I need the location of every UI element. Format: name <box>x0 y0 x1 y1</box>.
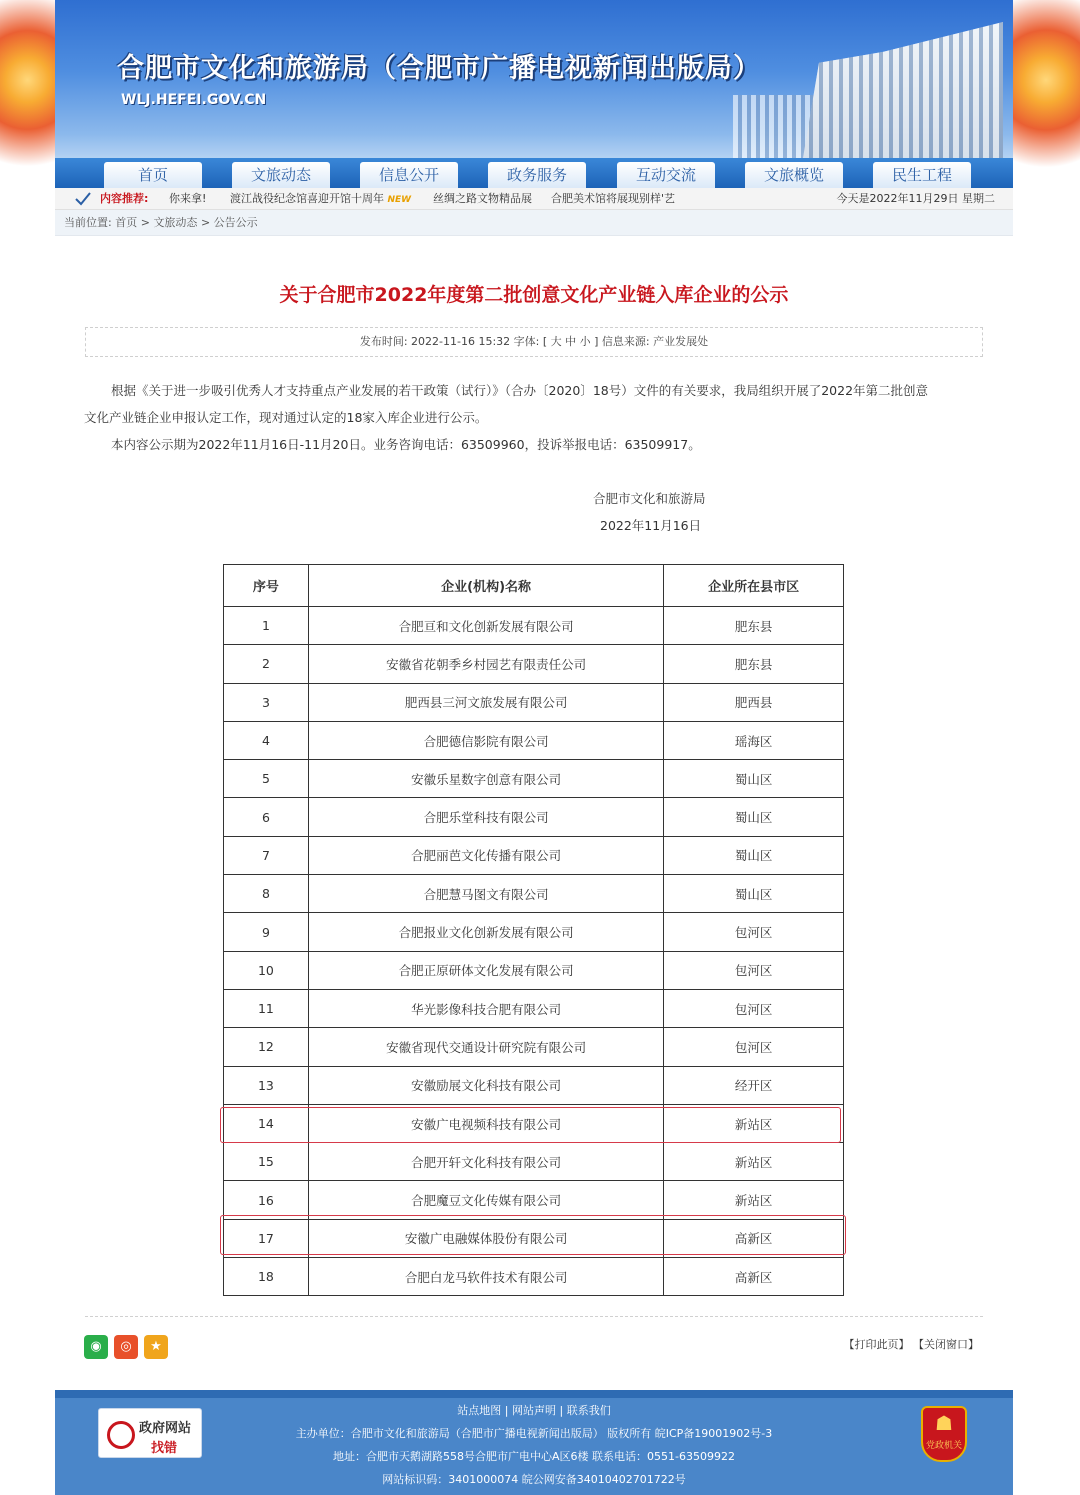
cell-name: 合肥开轩文化科技有限公司 <box>308 1143 663 1181</box>
content-divider <box>85 1316 983 1317</box>
article-paragraph-1: 根据《关于进一步吸引优秀人才支持重点产业发展的若干政策（试行）》（合办〔2020〕18号）文件的有关要求，我局组织开展了2022年第二批创意 <box>111 383 929 398</box>
cell-area: 包河区 <box>664 1028 844 1066</box>
close-window-link[interactable]: 【关闭窗口】 <box>913 1338 979 1351</box>
signature: 合肥市文化和旅游局 <box>593 491 706 506</box>
footer-site-id: 网站标识码：3401000074 皖公网安备34010402701722号 <box>382 1473 686 1486</box>
cell-area: 经开区 <box>664 1066 844 1104</box>
site-footer <box>55 1390 1013 1495</box>
party-badge-text: 党政机关 <box>925 1441 962 1451</box>
ticker-item[interactable]: 丝绸之路文物精品展 <box>433 192 532 205</box>
page-actions <box>844 1336 980 1352</box>
page-container <box>55 0 1013 1495</box>
gov-badge-top-text: 政府网站 <box>139 1421 192 1436</box>
left-firework-decoration <box>0 0 55 200</box>
checkmark-icon <box>75 192 91 206</box>
cell-name: 合肥魔豆文化传媒有限公司 <box>308 1181 663 1219</box>
cell-no: 5 <box>224 760 309 798</box>
cell-no: 17 <box>224 1219 309 1257</box>
table-body <box>224 607 844 1296</box>
breadcrumb-prefix: 当前位置: <box>64 216 112 229</box>
table-row <box>224 607 844 645</box>
cell-name: 安徽励展文化科技有限公司 <box>308 1066 663 1104</box>
table-row <box>224 836 844 874</box>
ticker-item[interactable] <box>230 188 411 211</box>
cell-area: 蜀山区 <box>664 875 844 913</box>
wechat-share-icon[interactable]: ◉ <box>84 1335 108 1359</box>
breadcrumb-notice[interactable]: 公告公示 <box>213 216 258 229</box>
cell-area: 蜀山区 <box>664 836 844 874</box>
building-image <box>803 22 1003 158</box>
emblem-icon: ☗ <box>935 1411 953 1435</box>
ticker-item-text: 渡江战役纪念馆喜迎开馆十周年 <box>230 192 384 205</box>
header-area: 企业所在县市区 <box>664 565 844 607</box>
recommend-ticker <box>55 188 1013 210</box>
cell-area: 新站区 <box>664 1181 844 1219</box>
table-row <box>224 989 844 1027</box>
table-row <box>224 875 844 913</box>
footer-top-bar <box>55 1390 1013 1398</box>
site-domain: WLJ.HEFEI.GOV.CN <box>121 92 267 108</box>
article-paragraph-1-cont: 文化产业链企业申报认定工作，现对通过认定的18家入库企业进行公示。 <box>84 410 488 425</box>
cell-no: 18 <box>224 1258 309 1296</box>
cell-name: 合肥慧马图文有限公司 <box>308 875 663 913</box>
table-row <box>224 798 844 836</box>
table-row <box>224 683 844 721</box>
table-row <box>224 913 844 951</box>
ticker-label: 内容推荐: <box>100 192 149 205</box>
cell-no: 8 <box>224 875 309 913</box>
cell-area: 新站区 <box>664 1104 844 1142</box>
cell-no: 15 <box>224 1143 309 1181</box>
nav-item-livelihood[interactable]: 民生工程 <box>873 162 971 188</box>
table-row <box>224 760 844 798</box>
table-row <box>224 1219 844 1257</box>
cell-area: 包河区 <box>664 989 844 1027</box>
nav-item-home[interactable]: 首页 <box>104 162 202 188</box>
print-link[interactable]: 【打印此页】 <box>843 1338 910 1351</box>
cell-area: 肥东县 <box>664 607 844 645</box>
site-title: 合肥市文化和旅游局（合肥市广播电视新闻出版局） <box>117 53 761 84</box>
cell-area: 肥东县 <box>664 645 844 683</box>
party-gov-badge[interactable] <box>921 1406 967 1462</box>
header-name: 企业(机构)名称 <box>308 565 663 607</box>
footer-links[interactable]: 站点地图 | 网站声明 | 联系我们 <box>457 1404 611 1417</box>
cell-no: 11 <box>224 989 309 1027</box>
cell-name: 合肥正原研体文化发展有限公司 <box>308 951 663 989</box>
gov-badge-bottom-text: 找错 <box>151 1441 178 1456</box>
table-row <box>224 1066 844 1104</box>
right-firework-decoration <box>1012 0 1080 200</box>
table-row <box>224 645 844 683</box>
cell-area: 肥西县 <box>664 683 844 721</box>
cell-area: 包河区 <box>664 913 844 951</box>
cell-no: 12 <box>224 1028 309 1066</box>
site-banner <box>55 0 1013 158</box>
cell-no: 13 <box>224 1066 309 1104</box>
table-row <box>224 1181 844 1219</box>
cell-name: 合肥白龙马软件技术有限公司 <box>308 1258 663 1296</box>
cell-no: 7 <box>224 836 309 874</box>
cell-name: 合肥乐堂科技有限公司 <box>308 798 663 836</box>
cell-area: 瑶海区 <box>664 721 844 759</box>
cell-area: 高新区 <box>664 1258 844 1296</box>
cell-name: 安徽广电视频科技有限公司 <box>308 1104 663 1142</box>
cell-name: 合肥报业文化创新发展有限公司 <box>308 913 663 951</box>
cell-no: 2 <box>224 645 309 683</box>
header-no: 序号 <box>224 565 309 607</box>
breadcrumb-separator: > <box>200 216 211 229</box>
sign-date: 2022年11月16日 <box>600 518 702 533</box>
cell-no: 10 <box>224 951 309 989</box>
breadcrumb-home[interactable]: 首页 <box>115 216 138 229</box>
ticker-item[interactable]: 你来拿! <box>169 192 207 205</box>
cell-name: 安徽省花朝季乡村园艺有限责任公司 <box>308 645 663 683</box>
cell-name: 华光影像科技合肥有限公司 <box>308 989 663 1027</box>
table-row <box>224 1258 844 1296</box>
breadcrumb <box>55 210 1013 236</box>
nav-item-services[interactable]: 政务服务 <box>488 162 586 188</box>
table-row <box>224 951 844 989</box>
cell-name: 安徽广电融媒体股份有限公司 <box>308 1219 663 1257</box>
ticker-item[interactable]: 合肥美术馆将展现别样'艺 <box>551 192 676 205</box>
cell-name: 合肥亘和文化创新发展有限公司 <box>308 607 663 645</box>
table-header-row <box>224 565 844 607</box>
nav-item-info[interactable]: 信息公开 <box>360 162 458 188</box>
table-row <box>224 1028 844 1066</box>
cell-area: 蜀山区 <box>664 760 844 798</box>
cell-name: 合肥丽芭文化传播有限公司 <box>308 836 663 874</box>
cell-no: 6 <box>224 798 309 836</box>
footer-address: 地址：合肥市天鹅湖路558号合肥市广电中心A区6楼 联系电话：0551-63509922 <box>333 1450 735 1463</box>
cell-area: 包河区 <box>664 951 844 989</box>
cell-no: 14 <box>224 1104 309 1142</box>
cell-name: 合肥德信影院有限公司 <box>308 721 663 759</box>
cell-area: 蜀山区 <box>664 798 844 836</box>
article-title: 关于合肥市2022年度第二批创意文化产业链入库企业的公示 <box>279 284 789 306</box>
new-badge: NEW <box>387 195 412 205</box>
weibo-share-icon[interactable]: ◎ <box>114 1335 138 1359</box>
nav-item-overview[interactable]: 文旅概览 <box>745 162 843 188</box>
nav-item-news[interactable]: 文旅动态 <box>232 162 330 188</box>
footer-host: 主办单位：合肥市文化和旅游局（合肥市广播电视新闻出版局） 版权所有 皖ICP备19001902号-3 <box>295 1427 773 1440</box>
today-date: 今天是2022年11月29日 星期二 <box>836 192 995 205</box>
enterprise-table <box>223 564 844 1296</box>
article-paragraph-2: 本内容公示期为2022年11月16日-11月20日。业务咨询电话：63509960，投诉举报电话：63509917。 <box>111 437 701 452</box>
table-row <box>224 1104 844 1142</box>
cell-no: 16 <box>224 1181 309 1219</box>
cell-no: 9 <box>224 913 309 951</box>
nav-item-interaction[interactable]: 互动交流 <box>617 162 715 188</box>
breadcrumb-separator: > <box>140 216 150 229</box>
cell-area: 高新区 <box>664 1219 844 1257</box>
cell-name: 安徽乐星数字创意有限公司 <box>308 760 663 798</box>
article-meta: 发布时间: 2022-11-16 15:32 字体: [ 大 中 小 ] 信息来源: 产业发展处 <box>85 327 983 357</box>
cell-no: 1 <box>224 607 309 645</box>
cell-name: 安徽省现代交通设计研究院有限公司 <box>308 1028 663 1066</box>
table-row <box>224 721 844 759</box>
cell-no: 3 <box>224 683 309 721</box>
cell-no: 4 <box>224 721 309 759</box>
table-row <box>224 1143 844 1181</box>
main-nav <box>55 158 1013 188</box>
cell-area: 新站区 <box>664 1143 844 1181</box>
breadcrumb-news[interactable]: 文旅动态 <box>153 216 198 229</box>
favorite-star-icon[interactable]: ★ <box>144 1335 168 1359</box>
cell-name: 肥西县三河文旅发展有限公司 <box>308 683 663 721</box>
